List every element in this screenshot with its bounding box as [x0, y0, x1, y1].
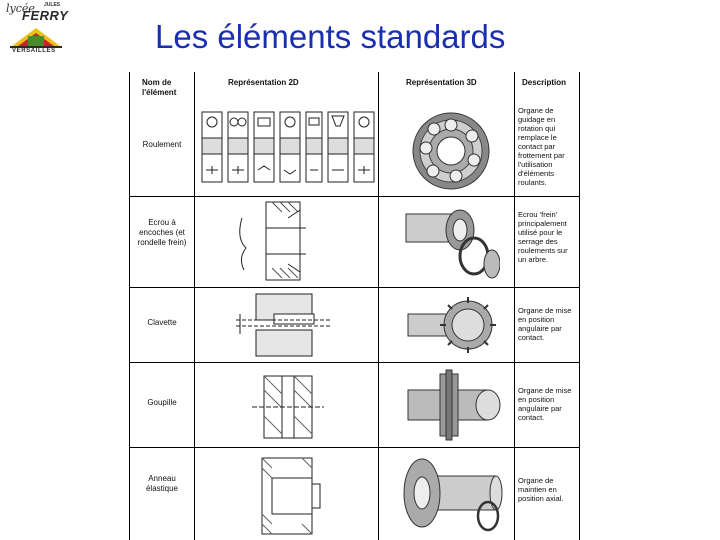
row-divider: [130, 362, 579, 363]
logo-emblem-icon: [10, 24, 62, 48]
circlip-3d-image: [392, 450, 508, 538]
column-divider: [514, 72, 515, 540]
page-title: Les éléments standards: [155, 18, 506, 55]
pin-3d-image: [406, 368, 504, 444]
school-logo: [4, 2, 68, 62]
column-divider: [378, 72, 379, 540]
header-2d: Représentation 2D: [228, 78, 299, 87]
circlip-2d-drawing: [248, 454, 328, 538]
row-name-ecrou: Ecrou à encoches (et rondelle frein): [137, 218, 187, 247]
row-name-roulement: Roulement: [142, 140, 182, 149]
row-name-anneau: Anneau élastique: [145, 474, 179, 493]
row-name-clavette: Clavette: [147, 318, 177, 327]
row-divider: [130, 447, 579, 448]
row-divider: [130, 287, 579, 288]
pin-2d-drawing: [248, 370, 328, 444]
bearing-2d-drawings: [198, 108, 376, 188]
row-name-goupille: Goupille: [147, 398, 177, 407]
row-desc-anneau: Organe de maintien en position axial.: [518, 476, 564, 503]
header-description: Description: [522, 78, 567, 87]
bearing-3d-image: [408, 108, 494, 194]
logo-brand-text: FERRY: [22, 8, 69, 23]
logo-script-text: lycée: [6, 2, 35, 15]
header-3d: Représentation 3D: [406, 78, 477, 87]
standard-elements-table: [129, 72, 580, 540]
logo-city-text: VERSAILLES: [12, 48, 56, 54]
logo-small-text: JULES: [44, 2, 61, 8]
key-3d-image: [406, 292, 502, 360]
row-desc-roulement: Organe de guidage en rotation qui remplace le contact par frottement par l'utilisation d'éléments roulants.: [518, 106, 565, 187]
row-desc-clavette: Organe de mise en position angulaire par contact.: [518, 306, 572, 342]
nut-3d-image: [400, 200, 500, 284]
column-divider: [194, 72, 195, 540]
nut-2d-drawing: [230, 198, 314, 284]
key-2d-drawing: [236, 290, 332, 360]
header-name: Nom de l'élément: [142, 78, 177, 97]
row-desc-goupille: Organe de mise en position angulaire par contact.: [518, 386, 572, 422]
row-divider: [130, 196, 579, 197]
row-desc-ecrou: Ecrou 'frein' principalement utilisé pour le serrage des roulements sur un arbre.: [518, 210, 568, 264]
